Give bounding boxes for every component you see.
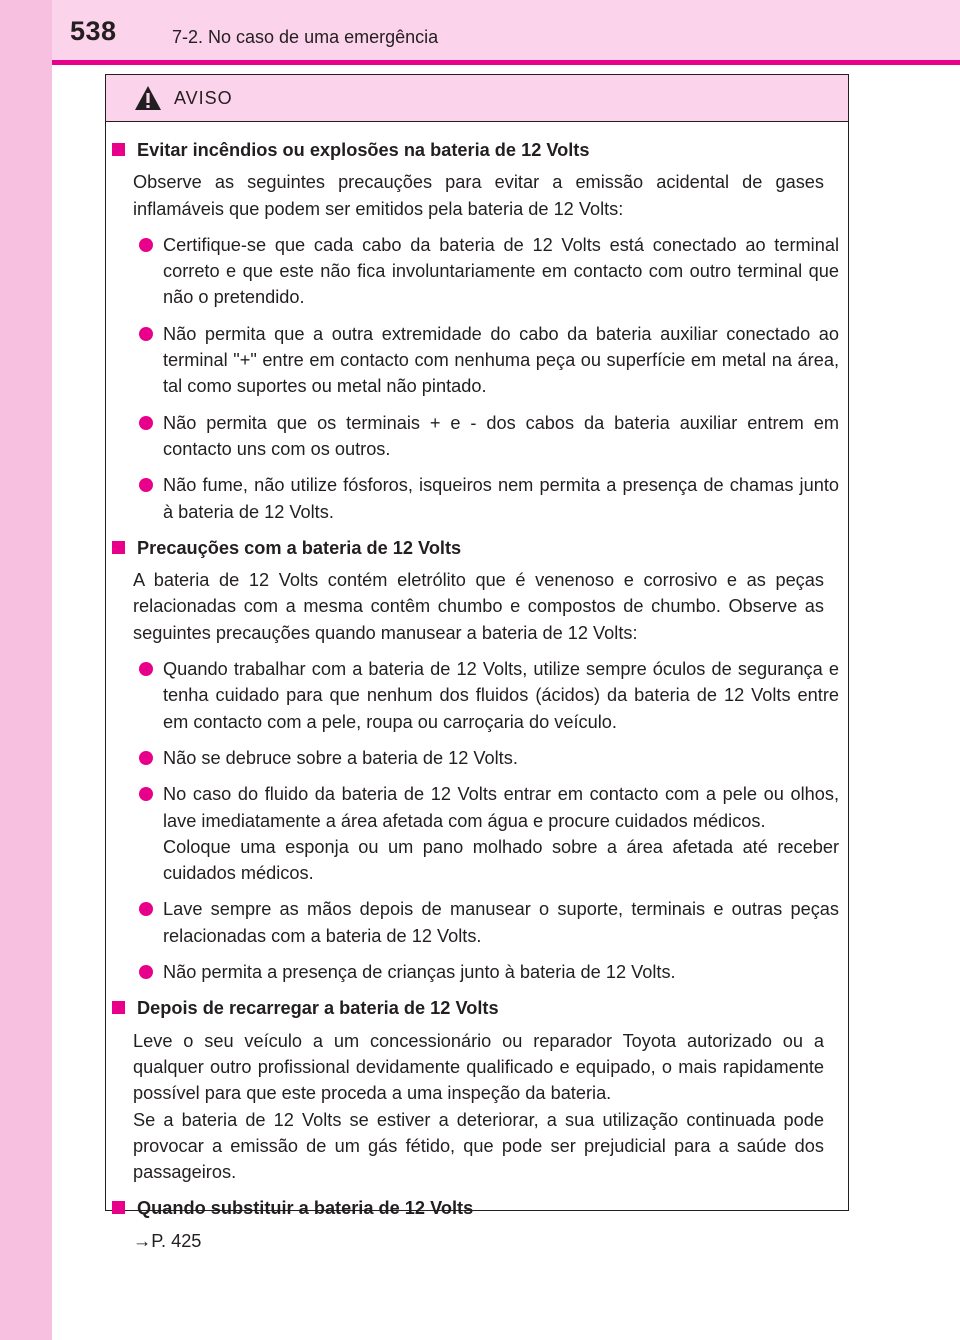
list-item (163, 896, 839, 949)
list-item-text: Não se debruce sobre a bateria de 12 Volts. (163, 747, 518, 768)
list-item-text: Lave sempre as mãos depois de manusear o suporte, terminais e outras peças relacionadas com a bateria de 12 Volts. (163, 899, 839, 946)
round-bullet-icon (139, 965, 153, 979)
section-heading (110, 137, 848, 163)
square-bullet-icon (112, 143, 125, 156)
round-bullet-icon (139, 238, 153, 252)
paragraph-text: Se a bateria de 12 Volts se estiver a deteriorar, a sua utilização continuada pode provocar a emissão de um gás fétido, que pode ser prejudicial para a saúde dos passageiros. (133, 1109, 824, 1183)
page-number: 538 (70, 16, 117, 46)
list-item-text: Certifique-se que cada cabo da bateria de 12 Volts está conectado ao terminal correto e que este não fica involuntariamente em contacto com outro terminal que não o pretendido. (163, 234, 839, 308)
heading-text: Precauções com a bateria de 12 Volts (137, 537, 462, 558)
warning-content (106, 137, 848, 1264)
square-bullet-icon (112, 1001, 125, 1014)
warning-triangle-icon (134, 85, 162, 111)
warning-box (105, 74, 849, 1251)
list-item (163, 656, 839, 735)
list-item (163, 781, 839, 886)
warning-label: AVISO (174, 88, 233, 108)
header-rule (52, 60, 960, 65)
round-bullet-icon (139, 662, 153, 676)
section-heading (110, 535, 848, 561)
list-item (163, 232, 839, 311)
list-item-text: Quando trabalhar com a bateria de 12 Volts, utilize sempre óculos de segurança e tenha cuidado para que nenhum dos fluidos (ácidos) da bateria de 12 Volts entre em contacto com a pele, roupa ou carroçaria do veículo. (163, 659, 839, 732)
list-item (163, 745, 839, 771)
list-item-text: Não fume, não utilize fósforos, isqueiros nem permita a presença de chamas junto à bateria de 12 Volts. (163, 475, 839, 522)
round-bullet-icon (139, 416, 153, 430)
list-item (163, 472, 839, 525)
heading-text: Evitar incêndios ou explosões na bateria de 12 Volts (137, 140, 590, 160)
list-item-text: Não permita que os terminais + e - dos cabos da bateria auxiliar entrem em contacto uns com os outros. (163, 412, 839, 459)
round-bullet-icon (139, 327, 153, 341)
list-item-text: Não permita que a outra extremidade do cabo da bateria auxiliar conectado ao terminal "+" entre em contacto com nenhuma peça ou superfície em metal na área, tal como suportes ou metal não pintado. (163, 323, 839, 397)
round-bullet-icon (139, 751, 153, 765)
warning-header (106, 75, 848, 122)
paragraph: Observe as seguintes precauções para evitar a emissão acidental de gases inflamáveis que podem ser emitidos pela bateria de 12 Volts: (133, 172, 824, 219)
section-heading (110, 995, 848, 1021)
paragraph-text: Leve o seu veículo a um concessionário ou reparador Toyota autorizado ou a qualquer outro profissional devidamente qualificado e equipado, o mais rapidamente possível para que este proceda a uma inspeção da bateria. (133, 1030, 824, 1104)
square-bullet-icon (112, 1201, 125, 1214)
list-item (163, 959, 839, 985)
square-bullet-icon (112, 541, 125, 554)
left-margin-strip (0, 0, 52, 1340)
list-item-text-extra: Coloque uma esponja ou um pano molhado sobre a área afetada até receber cuidados médicos. (163, 836, 839, 884)
paragraph: A bateria de 12 Volts contém eletrólito que é venenoso e corrosivo e as peças relacionadas com a mesma contêm chumbo e compostos de chumbo. Observe as seguintes precauções quando manusear a bateria de 12 Volts: (133, 570, 824, 643)
heading-text: Quando substituir a bateria de 12 Volts (137, 1198, 474, 1219)
list-item (163, 410, 839, 463)
heading-text: Depois de recarregar a bateria de 12 Volts (137, 998, 499, 1019)
round-bullet-icon (139, 902, 153, 916)
list-item-text: No caso do fluido da bateria de 12 Volts entrar em contacto com a pele ou olhos, lave imediatamente a área afetada com água e procure cuidados médicos. (163, 784, 839, 831)
list-item (163, 321, 839, 400)
section-title: 7-2. No caso de uma emergência (172, 27, 439, 47)
page-reference-link[interactable]: →P. 425 (133, 1230, 202, 1251)
section-heading (110, 1195, 848, 1221)
list-item-text: Não permita a presença de crianças junto à bateria de 12 Volts. (163, 962, 676, 983)
paragraph (133, 1028, 824, 1186)
round-bullet-icon (139, 478, 153, 492)
round-bullet-icon (139, 787, 153, 801)
